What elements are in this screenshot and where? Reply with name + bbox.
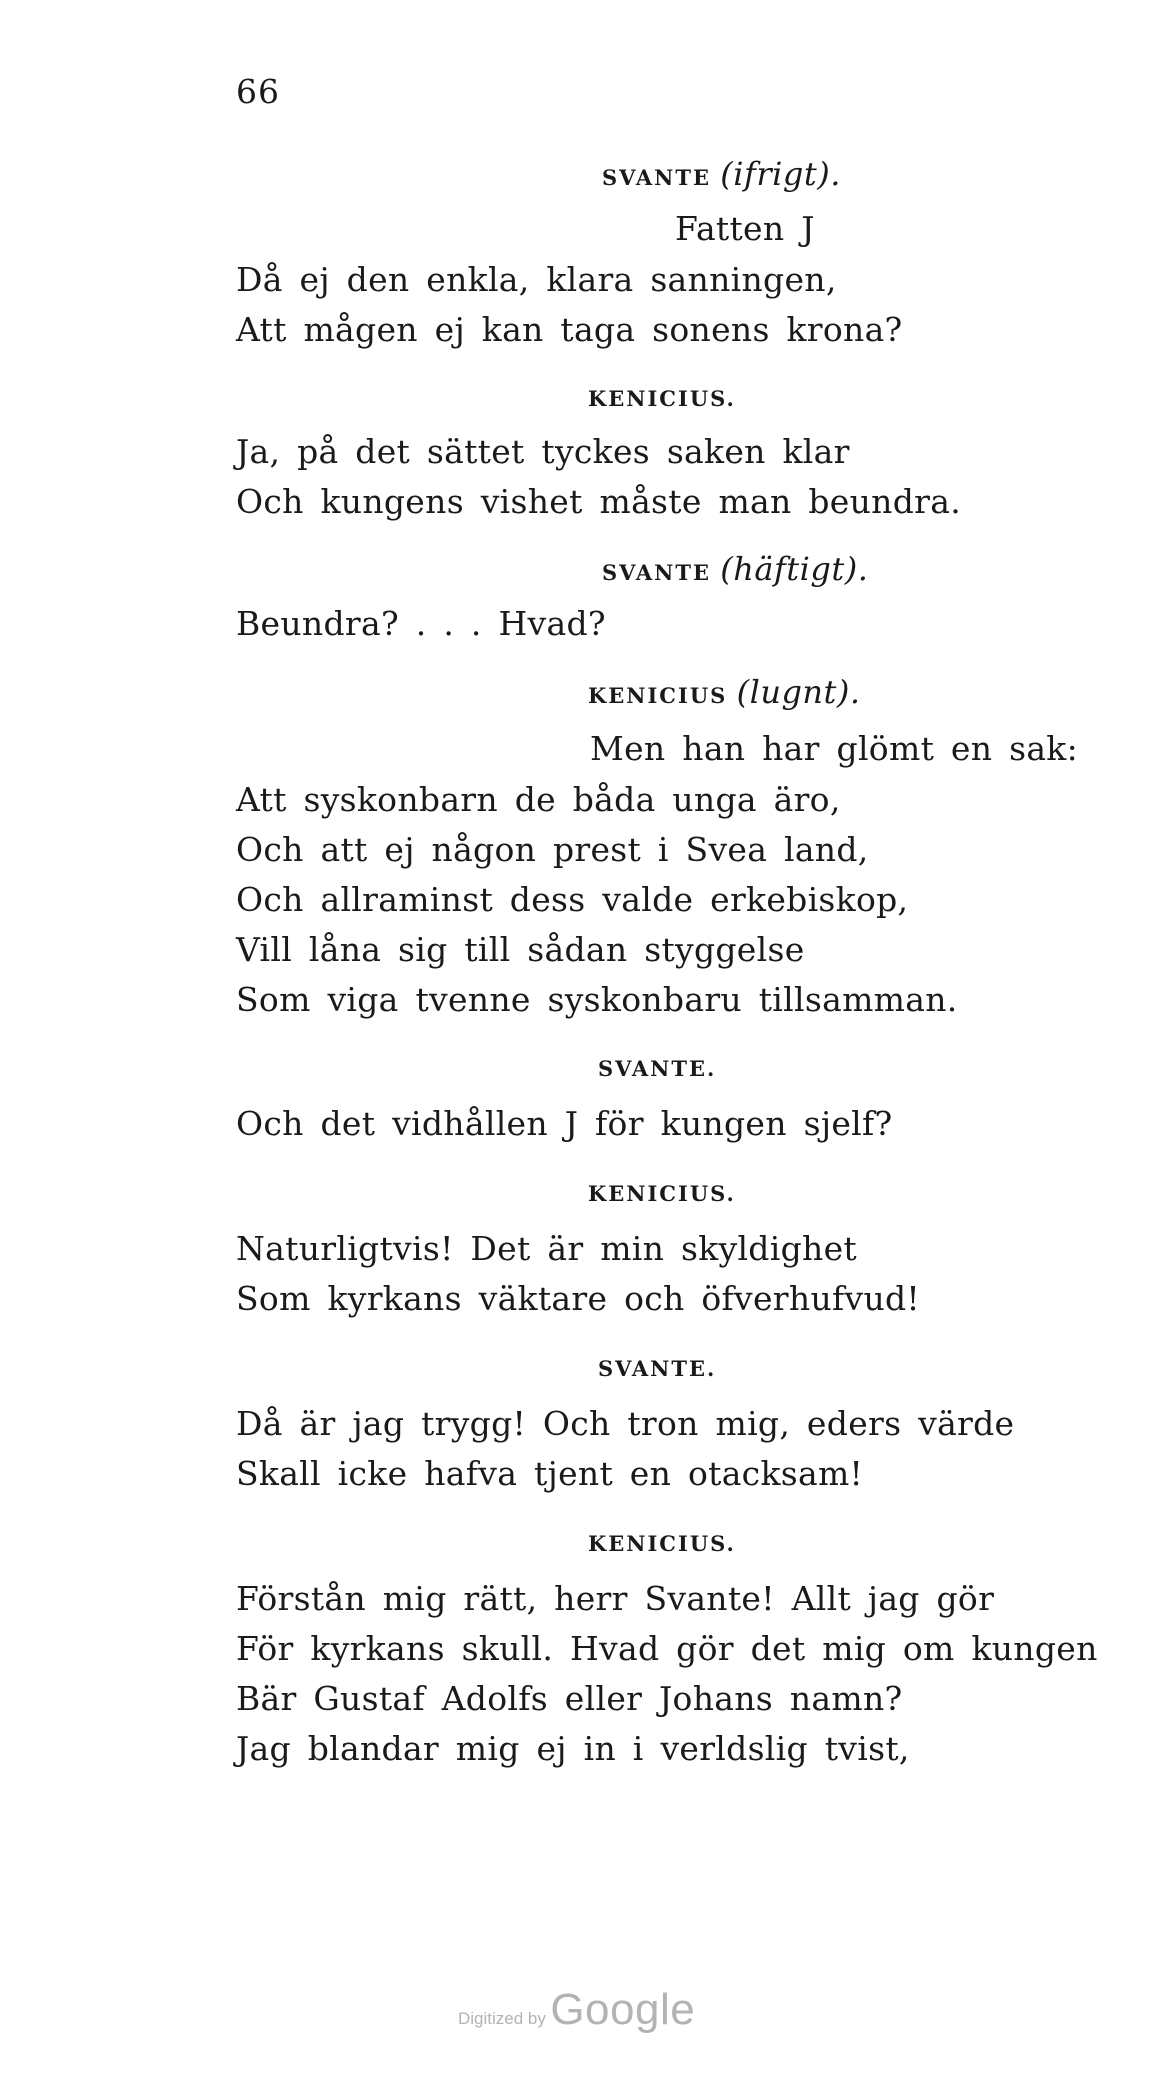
speaker-heading [588, 673, 861, 711]
verse-line: Som kyrkans väktare och öfverhufvud! [236, 1279, 920, 1318]
speaker-heading [588, 1533, 736, 1554]
speaker-name: SVANTE [602, 165, 711, 190]
stage-direction: (lugnt). [736, 673, 861, 711]
speaker-heading [602, 155, 841, 193]
speaker-name: KENICIUS. [588, 386, 736, 411]
speaker-heading [598, 1058, 716, 1079]
speaker-name: SVANTE. [598, 1056, 717, 1081]
verse-line: Då ej den enkla, klara sanningen, [236, 260, 837, 299]
google-logo: Google [550, 1985, 696, 2034]
verse-line: Bär Gustaf Adolfs eller Johans namn? [236, 1679, 903, 1718]
verse-line: Ja, på det sättet tyckes saken klar [236, 432, 850, 471]
verse-line: Jag blandar mig ej in i verldslig tvist, [236, 1729, 910, 1768]
verse-line: Och att ej någon prest i Svea land, [236, 830, 869, 869]
verse-line: Skall icke hafva tjent en otacksam! [236, 1454, 864, 1493]
watermark-prefix: Digitized by [458, 2009, 546, 2028]
page-number: 66 [236, 72, 280, 111]
verse-line: Som viga tvenne syskonbaru tillsamman. [236, 980, 958, 1019]
verse-line: Beundra? . . . Hvad? [236, 604, 606, 643]
verse-line: Och kungens vishet måste man beundra. [236, 482, 961, 521]
verse-line: Förstån mig rätt, herr Svante! Allt jag gör [236, 1579, 995, 1618]
verse-line: Att mågen ej kan taga sonens krona? [236, 310, 903, 349]
speaker-heading [588, 388, 736, 409]
speaker-heading [602, 550, 869, 588]
stage-direction: (ifrigt). [720, 155, 841, 193]
verse-line: Då är jag trygg! Och tron mig, eders värde [236, 1404, 1015, 1443]
speaker-heading [598, 1358, 716, 1379]
verse-line: Och det vidhållen J för kungen sjelf? [236, 1104, 893, 1143]
verse-line: Vill låna sig till sådan styggelse [236, 930, 805, 969]
speaker-name: SVANTE. [598, 1356, 717, 1381]
speaker-name: KENICIUS [588, 683, 728, 708]
verse-line: Naturligtvis! Det är min skyldighet [236, 1229, 857, 1268]
speaker-name: KENICIUS. [588, 1531, 736, 1556]
verse-line: Fatten J [675, 209, 815, 248]
speaker-name: SVANTE [602, 560, 711, 585]
speaker-heading [588, 1183, 736, 1204]
verse-line: Att syskonbarn de båda unga äro, [236, 780, 841, 819]
stage-direction: (häftigt). [720, 550, 869, 588]
verse-line: Men han har glömt en sak: [590, 729, 1079, 768]
speaker-name: KENICIUS. [588, 1181, 736, 1206]
digitized-watermark [458, 1985, 695, 2035]
verse-line: För kyrkans skull. Hvad gör det mig om kungen [236, 1629, 1098, 1668]
verse-line: Och allraminst dess valde erkebiskop, [236, 880, 909, 919]
